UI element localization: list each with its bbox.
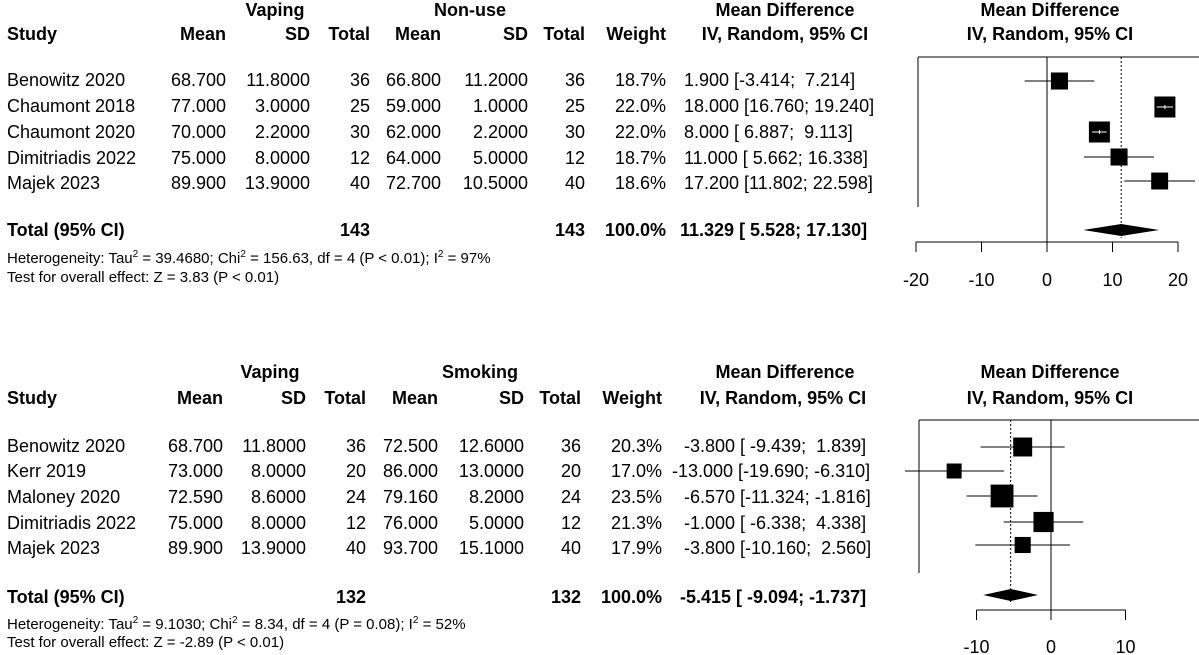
study-square (1015, 537, 1031, 553)
mean-e: 77.000 (170, 96, 226, 116)
sd-e: 8.6000 (250, 487, 306, 507)
group-header-plot: Mean Difference (980, 0, 1120, 20)
x-tick-label: -20 (902, 270, 930, 290)
study-name: Maloney 2020 (7, 487, 121, 507)
sd-e: 8.0000 (250, 461, 306, 481)
total-e: 36 (349, 70, 370, 90)
total-e: 30 (349, 122, 370, 142)
mean-c: 66.800 (385, 70, 441, 90)
col-header-mean-e: Mean (176, 388, 223, 408)
mean-e: 73.000 (167, 461, 223, 481)
total-e: 24 (345, 487, 366, 507)
study-name: Benowitz 2020 (7, 70, 126, 90)
mean-c: 72.700 (385, 173, 441, 193)
total-e: 143 (339, 220, 370, 240)
mean-e: 68.700 (167, 436, 223, 456)
study-square (1111, 148, 1128, 165)
sd-e: 2.2000 (254, 122, 310, 142)
weight: 17.9% (610, 538, 662, 558)
sd-e: 8.0000 (254, 148, 310, 168)
col-header-effect: IV, Random, 95% CI (701, 24, 869, 44)
study-name: Dimitriadis 2022 (7, 513, 137, 533)
effect-ci: -1.000 [ -6.338; 4.338] (684, 513, 867, 533)
total-c: 20 (560, 461, 581, 481)
sd-c: 8.2000 (468, 487, 524, 507)
sd-e: 13.9000 (244, 173, 310, 193)
col-header-sd-e: SD (284, 24, 310, 44)
total-c: 132 (550, 587, 581, 607)
total-c: 12 (564, 148, 585, 168)
mean-e: 70.000 (170, 122, 226, 142)
total-c: 36 (560, 436, 581, 456)
col-header-mean-c: Mean (391, 388, 438, 408)
x-tick-label: 0 (1041, 270, 1053, 290)
forest-plot-area (0, 362, 1199, 655)
group-header-control: Non-use (434, 0, 506, 20)
mean-e: 72.590 (167, 487, 223, 507)
weight: 18.7% (614, 70, 666, 90)
col-header-study: Study (7, 24, 58, 44)
mean-e: 75.000 (170, 148, 226, 168)
sd-c: 11.2000 (464, 70, 528, 90)
col-header-mean-c: Mean (394, 24, 441, 44)
total-e: 25 (349, 96, 370, 116)
study-name: Majek 2023 (7, 173, 101, 193)
effect-ci: 18.000 [16.760; 19.240] (684, 96, 875, 116)
sd-e: 11.8000 (242, 436, 306, 456)
total-e: 20 (345, 461, 366, 481)
forest-plot-vaping-vs-smoking (0, 362, 1199, 655)
x-tick-label: 10 (1115, 637, 1136, 655)
sd-c: 5.0000 (472, 148, 528, 168)
mean-e: 89.900 (170, 173, 226, 193)
effect-ci: 1.900 [-3.414; 7.214] (684, 70, 856, 90)
overall-effect-text: Test for overall effect: Z = -2.89 (P < 0.01) (7, 634, 285, 651)
study-name: Chaumont 2020 (7, 122, 136, 142)
mean-c: 79.160 (382, 487, 438, 507)
sd-c: 5.0000 (468, 513, 524, 533)
col-header-plot: IV, Random, 95% CI (966, 388, 1134, 408)
total-c: 24 (560, 487, 581, 507)
col-header-plot: IV, Random, 95% CI (966, 24, 1134, 44)
col-header-weight: Weight (602, 388, 662, 408)
total-e: 40 (349, 173, 370, 193)
mean-c: 62.000 (385, 122, 441, 142)
mean-c: 93.700 (382, 538, 438, 558)
group-header-plot: Mean Difference (980, 362, 1120, 382)
total-e: 36 (345, 436, 366, 456)
forest-plot-area (0, 0, 1199, 325)
total-e: 40 (345, 538, 366, 558)
total-c: 36 (564, 70, 585, 90)
x-tick-label: -10 (963, 637, 990, 655)
study-name: Majek 2023 (7, 538, 101, 558)
study-name: Dimitriadis 2022 (7, 148, 137, 168)
group-header-control: Smoking (441, 362, 518, 382)
study-square (947, 464, 962, 479)
mean-c: 59.000 (385, 96, 441, 116)
study-square (1151, 173, 1168, 190)
weight: 21.3% (610, 513, 662, 533)
pooled-diamond (1083, 224, 1159, 236)
weight: 22.0% (614, 122, 666, 142)
total-effect-ci: 11.329 [ 5.528; 17.130] (680, 220, 868, 240)
total-label: Total (95% CI) (7, 220, 125, 240)
study-square (1051, 72, 1068, 89)
col-header-total-c: Total (539, 388, 581, 408)
total-c: 30 (564, 122, 585, 142)
heterogeneity-text: Heterogeneity: Tau$^2$ = 9.1030; Chi$^2$ = 8.34, df = 4 (P = 0.08); $I^2 = 52\%$ (7, 615, 466, 633)
col-header-effect: IV, Random, 95% CI (699, 388, 867, 408)
x-tick-label: 0 (1045, 637, 1057, 655)
heterogeneity-text: Heterogeneity: Tau$^2$ = 39.4680; Chi$^2$ = 156.63, df = 4 (P < 0.01); $I^2 = 97\%$ (7, 249, 491, 267)
study-name: Kerr 2019 (7, 461, 87, 481)
total-effect-ci: -5.415 [ -9.094; -1.737] (680, 587, 867, 607)
total-e: 132 (335, 587, 366, 607)
effect-ci: 11.000 [ 5.662; 16.338] (684, 148, 868, 168)
col-header-study: Study (7, 388, 58, 408)
mean-e: 75.000 (167, 513, 223, 533)
weight: 23.5% (610, 487, 662, 507)
weight: 22.0% (614, 96, 666, 116)
col-header-weight: Weight (606, 24, 666, 44)
total-e: 12 (349, 148, 370, 168)
mean-c: 64.000 (385, 148, 441, 168)
weight: 17.0% (610, 461, 662, 481)
group-header-effect: Mean Difference (715, 0, 855, 20)
total-c: 143 (554, 220, 585, 240)
effect-ci: 17.200 [11.802; 22.598] (684, 173, 873, 193)
effect-ci: -13.000 [-19.690; -6.310] (672, 461, 871, 481)
study-name: Benowitz 2020 (7, 436, 126, 456)
mean-c: 72.500 (382, 436, 438, 456)
mean-c: 86.000 (382, 461, 438, 481)
overall-effect-text: Test for overall effect: Z = 3.83 (P < 0.01) (7, 269, 280, 286)
study-name: Chaumont 2018 (7, 96, 136, 116)
effect-ci: -6.570 [-11.324; -1.816] (684, 487, 871, 507)
sd-c: 15.1000 (458, 538, 524, 558)
x-tick-label: 20 (1167, 270, 1189, 290)
group-header-experimental: Vaping (245, 0, 305, 20)
weight: 20.3% (610, 436, 662, 456)
total-label: Total (95% CI) (7, 587, 125, 607)
effect-ci: -3.800 [-10.160; 2.560] (684, 538, 872, 558)
col-header-total-e: Total (328, 24, 370, 44)
col-header-sd-e: SD (280, 388, 306, 408)
total-weight: 100.0% (600, 587, 662, 607)
total-c: 25 (564, 96, 585, 116)
mean-e: 89.900 (167, 538, 223, 558)
study-square (1033, 512, 1053, 532)
sd-c: 12.6000 (458, 436, 524, 456)
weight: 18.6% (614, 173, 666, 193)
sd-c: 2.2000 (472, 122, 528, 142)
col-header-sd-c: SD (502, 24, 528, 44)
study-square (1013, 438, 1032, 457)
mean-c: 76.000 (382, 513, 438, 533)
sd-e: 8.0000 (250, 513, 306, 533)
sd-c: 13.0000 (458, 461, 524, 481)
sd-c: 1.0000 (472, 96, 528, 116)
total-c: 40 (564, 173, 585, 193)
sd-e: 11.8000 (246, 70, 310, 90)
sd-e: 3.0000 (254, 96, 310, 116)
total-e: 12 (345, 513, 366, 533)
pooled-diamond (983, 589, 1038, 601)
col-header-mean-e: Mean (179, 24, 226, 44)
sd-c: 10.5000 (462, 173, 528, 193)
col-header-total-e: Total (324, 388, 366, 408)
total-weight: 100.0% (604, 220, 666, 240)
col-header-total-c: Total (543, 24, 585, 44)
forest-plot-vaping-vs-nonuse (0, 0, 1199, 325)
col-header-sd-c: SD (498, 388, 524, 408)
effect-ci: -3.800 [ -9.439; 1.839] (684, 436, 867, 456)
group-header-experimental: Vaping (240, 362, 300, 382)
total-c: 40 (560, 538, 581, 558)
x-tick-label: -10 (968, 270, 995, 290)
x-tick-label: 10 (1102, 270, 1123, 290)
total-c: 12 (560, 513, 581, 533)
study-square (991, 485, 1014, 508)
weight: 18.7% (614, 148, 666, 168)
mean-e: 68.700 (170, 70, 226, 90)
sd-e: 13.9000 (240, 538, 306, 558)
group-header-effect: Mean Difference (715, 362, 855, 382)
effect-ci: 8.000 [ 6.887; 9.113] (684, 122, 853, 142)
